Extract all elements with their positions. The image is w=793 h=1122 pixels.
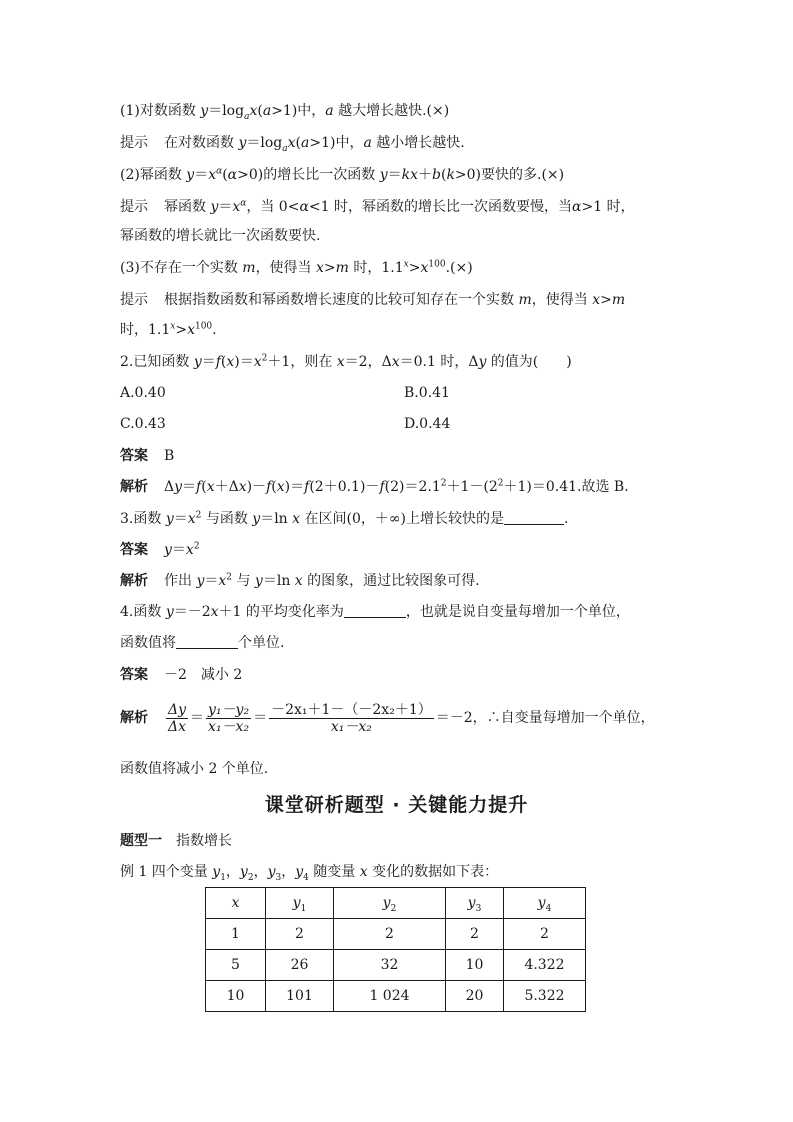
hint-3-cont: 时，$1.1^x>x^{100}$. <box>120 321 217 338</box>
section-title: 课堂研析题型 · 关键能力提升 <box>264 794 529 816</box>
hint-2-cont: 幂函数的增长就比一次函数要快. <box>120 228 321 244</box>
solution-4: 解析 $\frac{\Delta y}{\Delta x}$ ＝ $\frac{\text{y₁－y₂}}{\text{x₁－x₂}}$ ＝ $\frac{\text{－2x₁＋1－（－2x₂＋1）}}{\text{x₁－x₂}}$ ＝－2，∴自变量每增加一个单位， <box>120 701 655 735</box>
hint-1: 提示 在对数函数 $y=\log_ax(a>1)$中，a 越小增长越快. <box>120 135 465 154</box>
solution-2: 解析 $\Delta y=f(x+\Delta x)-f(x)=f(2+0.1)-f(2)=2.1^2+1-(2^2+1)=0.41$.故选 B. <box>120 478 629 495</box>
table-cell: 20 <box>446 981 504 1012</box>
header-y2: $y_2$ <box>334 888 446 919</box>
table-row <box>206 950 586 981</box>
table-cell: 2 <box>504 919 586 950</box>
problem-4-cont: 函数值将 个单位. <box>120 635 285 651</box>
data-table <box>205 887 586 1012</box>
table-cell: 101 <box>266 981 334 1012</box>
table-cell: 10 <box>446 950 504 981</box>
example-1: 例 1 四个变量 $y_1$，$y_2$，$y_3$，$y_4$ 随变量 x 变化的数据如下表： <box>120 864 499 883</box>
solution-4-cont: 函数值将减小 2 个单位. <box>120 761 269 777</box>
table-cell: 5 <box>206 950 266 981</box>
answer-3: 答案 $y=x^2$ <box>120 541 200 558</box>
problem-2: 2.已知函数 $y=f(x)=x^2+1$，则在 x＝2，Δx＝0.1 时，Δy 的值为( ) <box>120 353 572 370</box>
answer-2: 答案 B <box>120 448 175 464</box>
statement-2: (2)幂函数 $y=x^\alpha(\alpha>0)$的增长比一次函数 y＝kx＋b(k>0)要快的多.(×) <box>120 166 565 183</box>
header-y4: $y_4$ <box>504 888 586 919</box>
header-y3: $y_3$ <box>446 888 504 919</box>
answer-blank <box>344 617 406 618</box>
answer-blank <box>176 648 238 649</box>
fraction-delta: $\frac{\Delta y}{\Delta x}$ <box>168 701 187 735</box>
table-cell: 2 <box>446 919 504 950</box>
table-cell: 32 <box>334 950 446 981</box>
option-row-2 <box>120 414 703 434</box>
table-cell: 2 <box>266 919 334 950</box>
table-cell: 1 <box>206 919 266 950</box>
table-cell: 26 <box>266 950 334 981</box>
fraction-diff: $\frac{\text{y₁－y₂}}{\text{x₁－x₂}}$ <box>208 701 250 735</box>
problem-4: 4.函数 y＝－2x＋1 的平均变化率为 ，也就是说自变量每增加一个单位， <box>120 604 630 620</box>
table-cell: 5.322 <box>504 981 586 1012</box>
table-cell: 1 024 <box>334 981 446 1012</box>
type-heading: 题型一 指数增长 <box>120 833 232 849</box>
table-cell: 4.322 <box>504 950 586 981</box>
header-x: x <box>206 888 266 919</box>
statement-1: (1)对数函数 $y=\log_ax(a>1)$中，a 越大增长越快.(×) <box>120 103 450 122</box>
table-row <box>206 919 586 950</box>
option-d: D.0.44 <box>404 416 451 432</box>
problem-3: 3.函数 $y=x^2$ 与函数 y＝ln x 在区间(0，＋∞)上增长较快的是 . <box>120 510 569 527</box>
option-a: A.0.40 <box>120 385 166 401</box>
table-cell: 10 <box>206 981 266 1012</box>
solution-3: 解析 作出 $y=x^2$ 与 y＝ln x 的图象，通过比较图象可得. <box>120 572 480 589</box>
answer-blank <box>504 524 564 525</box>
hint-2: 提示 幂函数 $y=x^\alpha$，当 0<α<1 时，幂函数的增长比一次函数要慢，当α>1 时， <box>120 198 635 215</box>
table-header-row <box>206 888 586 919</box>
statement-3: (3)不存在一个实数 m，使得当 x>m 时，$1.1^x>x^{100}.(\times)$ <box>120 259 473 276</box>
option-c: C.0.43 <box>120 416 166 432</box>
table-row <box>206 981 586 1012</box>
fraction-expanded: $\frac{\text{－2x₁＋1－（－2x₂＋1）}}{\text{x₁－x₂}}$ <box>271 701 432 735</box>
answer-4: 答案 －2 减小 2 <box>120 667 243 683</box>
table-cell: 2 <box>334 919 446 950</box>
option-b: B.0.41 <box>404 385 450 401</box>
header-y1: $y_1$ <box>266 888 334 919</box>
option-row-1 <box>120 383 703 403</box>
hint-3: 提示 根据指数函数和幂函数增长速度的比较可知存在一个实数 m，使得当 x>m <box>120 292 626 308</box>
